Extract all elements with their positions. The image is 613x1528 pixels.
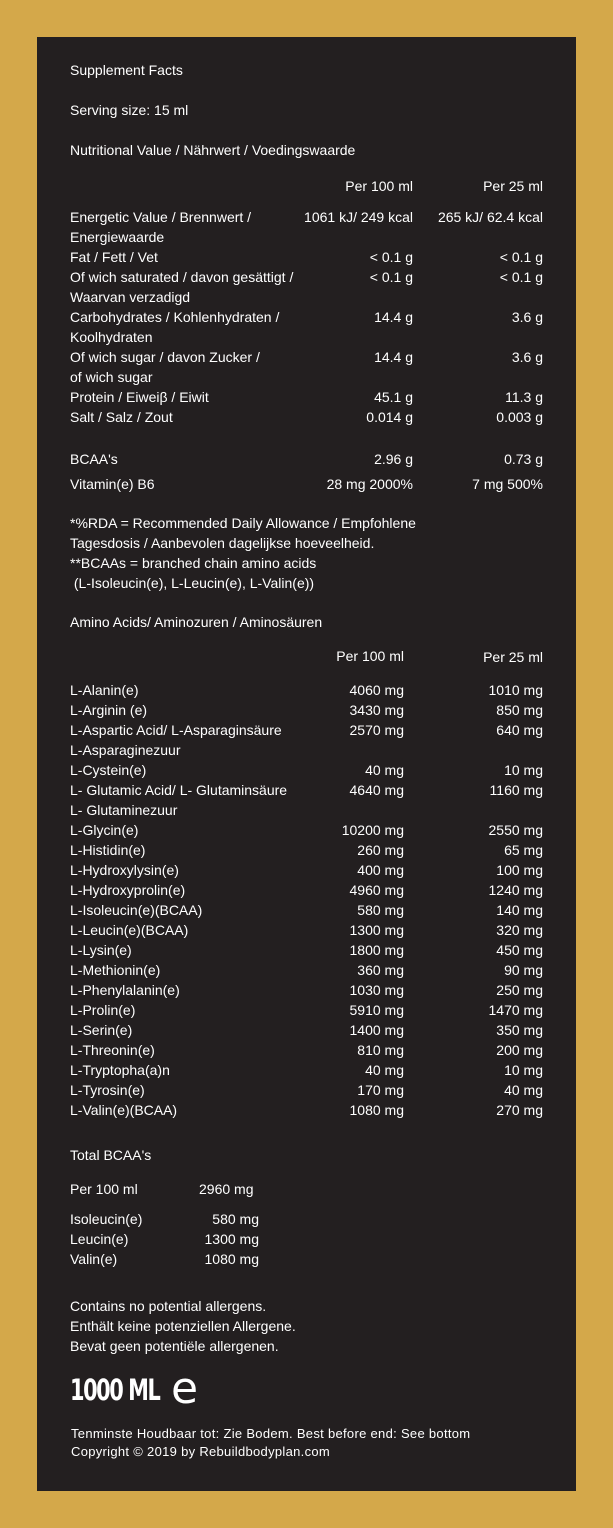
value-per-25ml: 265 kJ/ 62.4 kcal bbox=[437, 209, 543, 225]
supplement-facts-panel bbox=[37, 37, 576, 1491]
value-per-100ml: 14.4 g bbox=[374, 349, 413, 365]
value-per-100ml: 45.1 g bbox=[374, 389, 413, 405]
amino-row bbox=[37, 980, 576, 1000]
value-per-100ml: 5910 mg bbox=[349, 1002, 404, 1018]
value-per-25ml: 2550 mg bbox=[488, 822, 543, 838]
value-per-100ml: < 0.1 g bbox=[369, 269, 413, 285]
value-per-100ml: 1080 mg bbox=[349, 1102, 404, 1118]
value-per-100ml: 40 mg bbox=[365, 1062, 404, 1078]
serving-size: Serving size: 15 ml bbox=[70, 102, 189, 118]
value-per-25ml: 640 mg bbox=[496, 722, 543, 738]
column-per-25ml: Per 25 ml bbox=[483, 178, 543, 194]
row-label-continued: L- Glutaminezuur bbox=[70, 802, 178, 818]
rda-note: Tagesdosis / Aanbevolen dagelijkse hoeveelheid. bbox=[70, 535, 375, 551]
row-label: L-Tryptopha(a)n bbox=[70, 1062, 170, 1078]
row-label: Carbohydrates / Kohlenhydraten / bbox=[70, 309, 280, 325]
value-per-100ml: 1061 kJ/ 249 kcal bbox=[304, 209, 413, 225]
bcaa-breakdown-row bbox=[37, 1229, 576, 1249]
value-per-100ml: 0.014 g bbox=[366, 409, 413, 425]
value-per-25ml: 3.6 g bbox=[511, 309, 543, 325]
estimated-sign-icon: e bbox=[171, 1363, 199, 1414]
value-per-100ml: 1800 mg bbox=[349, 942, 404, 958]
value-per-100ml: 1400 mg bbox=[349, 1022, 404, 1038]
row-label: Vitamin(e) B6 bbox=[70, 476, 155, 492]
row-label-continued: Koolhydraten bbox=[70, 329, 153, 345]
value-per-25ml: 350 mg bbox=[496, 1022, 543, 1038]
row-label: Salt / Salz / Zout bbox=[70, 409, 173, 425]
value-per-25ml: 1470 mg bbox=[488, 1002, 543, 1018]
amino-row bbox=[37, 1020, 576, 1040]
nutrition-column-headers bbox=[37, 176, 576, 196]
value-per-25ml: 250 mg bbox=[496, 982, 543, 998]
row-label: L-Methionin(e) bbox=[70, 962, 161, 978]
value-per-100ml: 4060 mg bbox=[349, 682, 404, 698]
value-per-25ml: 11.3 g bbox=[505, 389, 543, 405]
amino-row bbox=[37, 700, 576, 720]
nutrition-row bbox=[37, 387, 576, 407]
amino-row bbox=[37, 720, 576, 740]
row-label: Isoleucin(e) bbox=[70, 1211, 143, 1227]
row-label: L-Phenylalanin(e) bbox=[70, 982, 180, 998]
vitamin-b6-row bbox=[37, 474, 576, 494]
row-label: Valin(e) bbox=[70, 1251, 118, 1267]
amino-row bbox=[37, 940, 576, 960]
allergen-statement: Bevat geen potentiële allergenen. bbox=[70, 1338, 279, 1354]
value-per-100ml: 3430 mg bbox=[349, 702, 404, 718]
row-label: L-Leucin(e)(BCAA) bbox=[70, 922, 189, 938]
value-per-25ml: 100 mg bbox=[496, 862, 543, 878]
row-label: Protein / Eiweiβ / Eiwit bbox=[70, 389, 209, 405]
nutrition-row bbox=[37, 267, 576, 287]
row-label: Of wich sugar / davon Zucker / bbox=[70, 349, 260, 365]
bcaa-total-value: 2960 mg bbox=[199, 1181, 254, 1197]
bcaa-note: **BCAAs = branched chain amino acids bbox=[70, 555, 317, 571]
value-per-25ml: 850 mg bbox=[496, 702, 543, 718]
copyright-text: Copyright © 2019 by Rebuildbodyplan.com bbox=[71, 1444, 331, 1459]
value-per-25ml: 140 mg bbox=[496, 902, 543, 918]
value-per-25ml: 65 mg bbox=[504, 842, 543, 858]
value-per-25ml: 1160 mg bbox=[489, 782, 543, 798]
row-label: BCAA's bbox=[70, 451, 118, 467]
row-value: 1080 mg bbox=[204, 1251, 259, 1267]
value-per-25ml: 450 mg bbox=[496, 942, 543, 958]
allergen-statement: Contains no potential allergens. bbox=[70, 1298, 267, 1314]
bcaa-total-heading: Total BCAA's bbox=[70, 1147, 152, 1163]
value-per-100ml: 580 mg bbox=[357, 902, 404, 918]
row-label-continued: Waarvan verzadigd bbox=[70, 289, 191, 305]
row-label: L-Isoleucin(e)(BCAA) bbox=[70, 902, 203, 918]
value-per-25ml: 200 mg bbox=[496, 1042, 543, 1058]
row-label-continued: of wich sugar bbox=[70, 369, 153, 385]
value-per-25ml: 0.73 g bbox=[504, 451, 543, 467]
panel-title: Supplement Facts bbox=[70, 62, 183, 78]
value-per-100ml: 4960 mg bbox=[349, 882, 404, 898]
value-per-100ml: 360 mg bbox=[357, 962, 404, 978]
row-label: L-Valin(e)(BCAA) bbox=[70, 1102, 178, 1118]
value-per-100ml: 2.96 g bbox=[374, 451, 413, 467]
value-per-25ml: 0.003 g bbox=[496, 409, 543, 425]
amino-row bbox=[37, 920, 576, 940]
row-value: 1300 mg bbox=[204, 1231, 259, 1247]
allergen-statement: Enthält keine potenziellen Allergene. bbox=[70, 1318, 296, 1334]
row-label: L-Glycin(e) bbox=[70, 822, 139, 838]
amino-heading: Amino Acids/ Aminozuren / Aminosäuren bbox=[70, 614, 323, 630]
value-per-100ml: 14.4 g bbox=[374, 309, 413, 325]
bcaa-breakdown-row bbox=[37, 1249, 576, 1269]
amino-row bbox=[37, 1080, 576, 1100]
value-per-100ml: 1030 mg bbox=[349, 982, 404, 998]
value-per-100ml: 4640 mg bbox=[349, 782, 404, 798]
amino-row bbox=[37, 1060, 576, 1080]
value-per-25ml: 1240 mg bbox=[488, 882, 543, 898]
row-label: L-Arginin (e) bbox=[70, 702, 148, 718]
value-per-100ml: 170 mg bbox=[357, 1082, 404, 1098]
volume-label: 1000 ML bbox=[70, 1373, 160, 1407]
bcaa-total-row bbox=[37, 1179, 576, 1199]
row-label: L-Serin(e) bbox=[70, 1022, 133, 1038]
row-label: L-Alanin(e) bbox=[70, 682, 139, 698]
row-label: L-Hydroxylysin(e) bbox=[70, 862, 179, 878]
bcaa-note: (L-Isoleucin(e), L-Leucin(e), L-Valin(e)) bbox=[70, 575, 315, 591]
amino-row bbox=[37, 880, 576, 900]
value-per-100ml: 400 mg bbox=[357, 862, 404, 878]
amino-row bbox=[37, 840, 576, 860]
value-per-25ml: 1010 mg bbox=[488, 682, 543, 698]
value-per-25ml: 10 mg bbox=[504, 762, 543, 778]
amino-row bbox=[37, 960, 576, 980]
row-label: Leucin(e) bbox=[70, 1231, 129, 1247]
value-per-100ml: 260 mg bbox=[357, 842, 404, 858]
bcaa-row bbox=[37, 449, 576, 469]
row-label: L-Prolin(e) bbox=[70, 1002, 136, 1018]
value-per-25ml: 320 mg bbox=[496, 922, 543, 938]
value-per-100ml: < 0.1 g bbox=[369, 249, 413, 265]
value-per-100ml: 28 mg 2000% bbox=[326, 476, 413, 492]
row-label: L-Tyrosin(e) bbox=[70, 1082, 145, 1098]
amino-row bbox=[37, 780, 576, 800]
value-per-25ml: 270 mg bbox=[496, 1102, 543, 1118]
row-label: L-Histidin(e) bbox=[70, 842, 146, 858]
value-per-25ml: 40 mg bbox=[504, 1082, 543, 1098]
row-label: Fat / Fett / Vet bbox=[70, 249, 158, 265]
amino-row bbox=[37, 680, 576, 700]
value-per-25ml: < 0.1 g bbox=[499, 269, 543, 285]
value-per-100ml: 1300 mg bbox=[349, 922, 404, 938]
column-per-100ml: Per 100 ml bbox=[345, 178, 413, 194]
amino-row bbox=[37, 860, 576, 880]
amino-row bbox=[37, 1000, 576, 1020]
row-label: L-Hydroxyprolin(e) bbox=[70, 882, 186, 898]
nutrition-row bbox=[37, 307, 576, 327]
nutrition-row bbox=[37, 347, 576, 367]
row-label-continued: Energiewaarde bbox=[70, 229, 165, 245]
bcaa-breakdown-row bbox=[37, 1209, 576, 1229]
best-before-text: Tenminste Houdbaar tot: Zie Bodem. Best before end: See bottom bbox=[71, 1426, 471, 1441]
row-label: Energetic Value / Brennwert / bbox=[70, 209, 252, 225]
value-per-100ml: 810 mg bbox=[357, 1042, 404, 1058]
row-label: L-Threonin(e) bbox=[70, 1042, 155, 1058]
value-per-25ml: 7 mg 500% bbox=[472, 476, 543, 492]
nutritional-heading: Nutritional Value / Nährwert / Voedingswaarde bbox=[70, 142, 356, 158]
value-per-25ml: < 0.1 g bbox=[499, 249, 543, 265]
row-label-continued: L-Asparaginezuur bbox=[70, 742, 181, 758]
row-label: L- Glutamic Acid/ L- Glutaminsäure bbox=[70, 782, 288, 798]
amino-column-headers bbox=[37, 646, 576, 666]
value-per-100ml: 40 mg bbox=[365, 762, 404, 778]
row-label: Of wich saturated / davon gesättigt / bbox=[70, 269, 294, 285]
amino-row bbox=[37, 820, 576, 840]
rda-note: *%RDA = Recommended Daily Allowance / Empfohlene bbox=[70, 515, 416, 531]
amino-row bbox=[37, 900, 576, 920]
value-per-25ml: 3.6 g bbox=[511, 349, 543, 365]
nutrition-row bbox=[37, 407, 576, 427]
row-label: Per 100 ml bbox=[70, 1181, 138, 1197]
value-per-100ml: 2570 mg bbox=[349, 722, 404, 738]
value-per-25ml: 10 mg bbox=[504, 1062, 543, 1078]
row-label: L-Aspartic Acid/ L-Asparaginsäure bbox=[70, 722, 282, 738]
nutrition-row bbox=[37, 207, 576, 227]
nutrition-row bbox=[37, 247, 576, 267]
row-label: L-Lysin(e) bbox=[70, 942, 132, 958]
value-per-100ml: 10200 mg bbox=[341, 822, 404, 838]
column-per-25ml: Per 25 ml bbox=[483, 649, 543, 665]
column-per-100ml: Per 100 ml bbox=[336, 648, 404, 664]
amino-row bbox=[37, 1040, 576, 1060]
value-per-25ml: 90 mg bbox=[504, 962, 543, 978]
amino-row bbox=[37, 760, 576, 780]
row-value: 580 mg bbox=[212, 1211, 259, 1227]
amino-row bbox=[37, 1100, 576, 1120]
row-label: L-Cystein(e) bbox=[70, 762, 147, 778]
